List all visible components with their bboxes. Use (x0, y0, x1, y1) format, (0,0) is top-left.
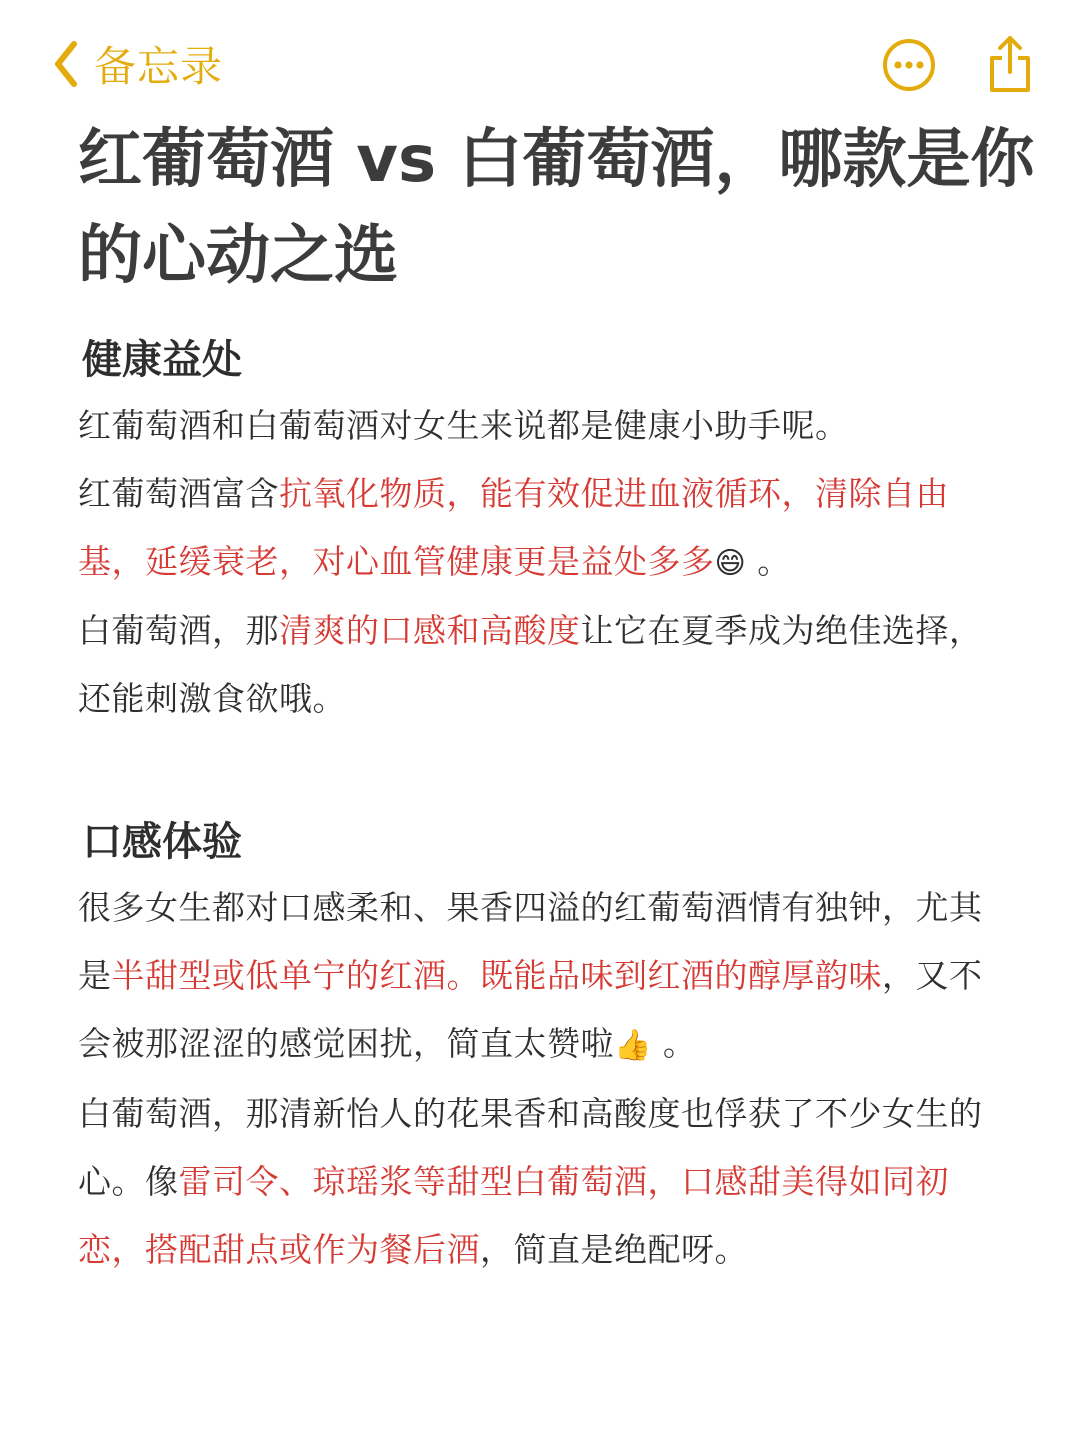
share-icon (986, 34, 1034, 94)
more-button[interactable] (882, 38, 936, 92)
nav-bar (0, 0, 1080, 130)
paragraph (78, 392, 993, 460)
share-button[interactable] (986, 34, 1034, 94)
text-segment: 。 (746, 542, 791, 581)
section-heading-taste: 口感体验 (82, 819, 242, 865)
highlighted-text: 雷司令、琼瑶浆等甜型白葡萄酒，口感甜美得如同初恋，搭配甜点或作为餐后酒 (78, 1162, 949, 1269)
highlighted-text: 清爽的口感和高酸度 (279, 611, 581, 650)
back-button[interactable] (52, 36, 223, 92)
paragraph (78, 597, 993, 733)
text-segment: ，又不会被那涩涩的感觉困扰，简直太赞啦 (78, 956, 983, 1063)
section-heading-health: 健康益处 (82, 337, 242, 383)
paragraph (78, 874, 993, 1080)
note-title: 红葡萄酒 vs 白葡萄酒，哪款是你的心动之选 (78, 123, 1035, 293)
text-segment: ，简直是绝配呀。 (480, 1230, 748, 1269)
text-segment: 红葡萄酒富含 (78, 474, 279, 513)
text-segment: 白葡萄酒，那 (78, 611, 279, 650)
text-segment: 很多女生都对口感柔和、果香四溢的红葡萄酒情有独钟，尤其是 (78, 888, 983, 995)
text-segment: 白葡萄酒，那清新怡人的花果香和高酸度也俘获了不少女生的心。像 (78, 1094, 983, 1201)
chevron-left-icon (52, 40, 80, 88)
paragraph (78, 460, 993, 598)
back-label: 备忘录 (94, 42, 224, 91)
text-segment: 红葡萄酒和白葡萄酒对女生来说都是健康小助手呢。 (78, 406, 849, 445)
grinning-face-icon: 😄 (714, 546, 747, 581)
highlighted-text: 半甜型或低单宁的红酒。既能品味到红酒的醇厚韵味 (111, 956, 882, 995)
text-segment: 。 (651, 1024, 697, 1063)
more-icon (882, 38, 936, 92)
thumbs-up-icon: 👍 (614, 1028, 652, 1063)
highlighted-text: 抗氧化物质，能有效促进血液循环，清除自由基，延缓衰老，对心血管健康更是益处多多 (78, 474, 949, 581)
paragraph (78, 1080, 993, 1284)
text-segment: 让它在夏季成为绝佳选择，还能刺激食欲哦。 (78, 611, 983, 718)
